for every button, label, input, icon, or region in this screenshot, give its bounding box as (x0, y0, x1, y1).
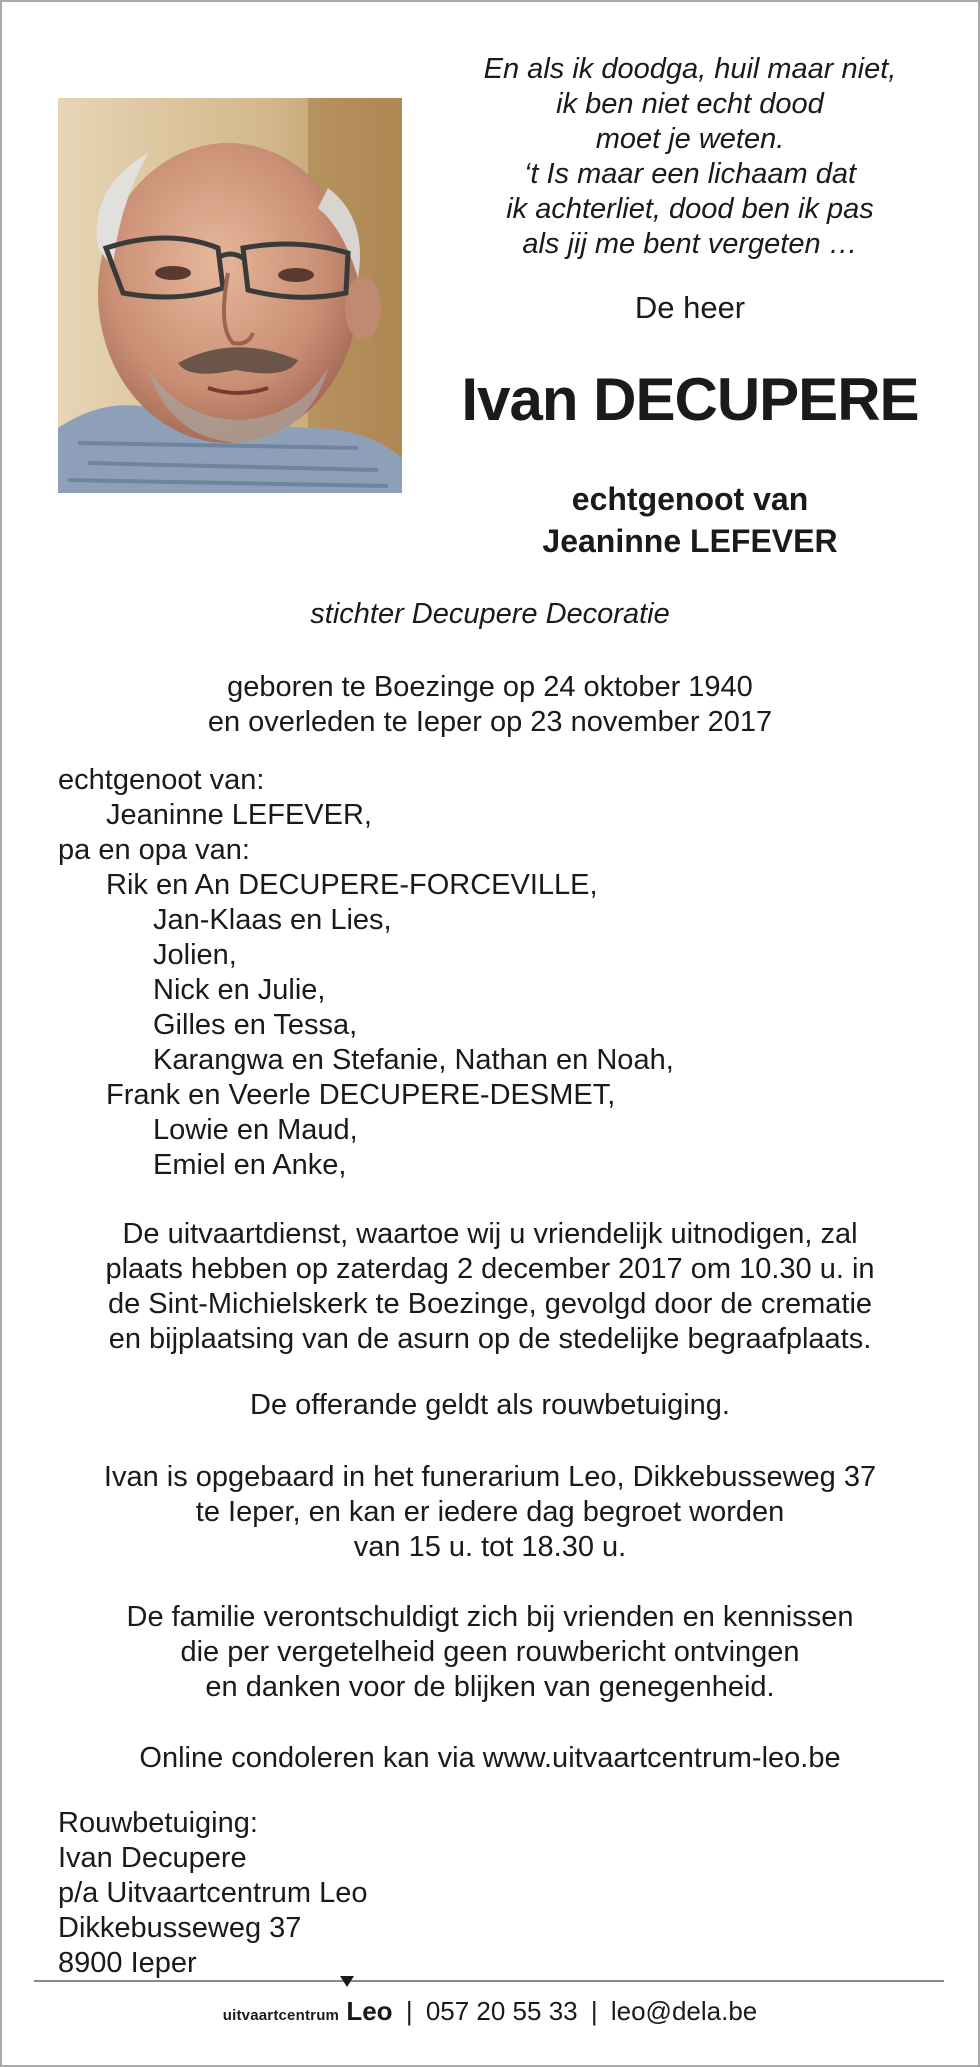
grandchild: Nick en Julie, (153, 974, 326, 1006)
spouse-block (430, 478, 950, 562)
service-line: plaats hebben op zaterdag 2 december 2017 om 10.30 u. in (105, 1253, 875, 1285)
poem-line: ik ben niet echt dood (556, 88, 824, 120)
spouse-name: Jeaninne LEFEVER (542, 523, 838, 559)
brand-logo (346, 1996, 392, 2026)
poem-line: En als ik doodga, huil maar niet, (483, 53, 897, 85)
address-line: p/a Uitvaartcentrum Leo (58, 1877, 368, 1909)
service-line: en bijplaatsing van de asurn op de stedelijke begraafplaats. (108, 1323, 872, 1355)
excuse-line: die per vergetelheid geen rouwbericht ontvingen (180, 1636, 800, 1668)
brand-label: uitvaartcentrum (222, 2007, 340, 2024)
family-heading: echtgenoot van: (58, 764, 265, 796)
poem-line: ik achterliet, dood ben ik pas (506, 193, 874, 225)
spouse-title: echtgenoot van (571, 481, 809, 517)
service-line: De uitvaartdienst, waartoe wij u vriendelijk uitnodigen, zal (122, 1218, 858, 1250)
footer-divider (34, 1980, 944, 1982)
wake-info (40, 1460, 940, 1565)
separator: | (405, 1996, 413, 2026)
family-member: Frank en Veerle DECUPERE-DESMET, (106, 1079, 616, 1111)
service-line: de Sint-Michielskerk te Boezinge, gevolgd door de crematie (107, 1288, 873, 1320)
grandchild: Jolien, (153, 939, 237, 971)
condolence-address (58, 1806, 367, 1981)
address-line: Ivan Decupere (58, 1842, 247, 1874)
poem-line: moet je weten. (595, 123, 785, 155)
email-address: leo@dela.be (610, 1996, 758, 2026)
salutation: De heer (634, 290, 746, 325)
grandchild: Emiel en Anke, (153, 1149, 347, 1181)
poem-line: als jij me bent vergeten … (522, 228, 858, 260)
portrait-photo (58, 98, 402, 493)
wake-line: Ivan is opgebaard in het funerarium Leo, Dikkebusseweg 37 (103, 1461, 877, 1493)
phone-number: 057 20 55 33 (425, 1996, 578, 2026)
poem-line: ‘t Is maar een lichaam dat (523, 158, 857, 190)
grandchild: Jan-Klaas en Lies, (153, 904, 392, 936)
family-member: Rik en An DECUPERE-FORCEVILLE, (106, 869, 598, 901)
online-condolence-line: Online condoleren kan via www.uitvaartcentrum-leo.be (139, 1742, 841, 1774)
poem (430, 52, 950, 262)
wake-line: te Ieper, en kan er iedere dag begroet worden (195, 1496, 785, 1528)
grandchild: Karangwa en Stefanie, Nathan en Noah, (153, 1044, 674, 1076)
excuse-line: De familie verontschuldigt zich bij vrienden en kennissen (126, 1601, 854, 1633)
founder-line: stichter Decupere Decoratie (310, 598, 670, 630)
died-line: en overleden te Ieper op 23 november 2017 (207, 706, 773, 738)
family-heading: pa en opa van: (58, 834, 250, 866)
grandchild: Lowie en Maud, (153, 1114, 358, 1146)
brand-name: Leo (346, 1996, 393, 2026)
life-dates (40, 670, 940, 740)
footer (0, 1994, 980, 2033)
service-info (40, 1217, 940, 1357)
family-list (58, 763, 918, 1183)
excuse-line: en danken voor de blijken van genegenheid. (205, 1671, 775, 1703)
separator: | (590, 1996, 598, 2026)
family-member: Jeaninne LEFEVER, (106, 799, 372, 831)
offering-line: De offerande geldt als rouwbetuiging. (250, 1389, 730, 1421)
logo-triangle-icon (340, 1976, 354, 1987)
born-line: geboren te Boezinge op 24 oktober 1940 (227, 671, 753, 703)
family-excuse (40, 1600, 940, 1705)
deceased-name: Ivan DECUPERE (461, 366, 919, 433)
address-line: 8900 Ieper (58, 1947, 197, 1979)
grandchild: Gilles en Tessa, (153, 1009, 358, 1041)
wake-line: van 15 u. tot 18.30 u. (353, 1531, 627, 1563)
address-line: Dikkebusseweg 37 (58, 1912, 302, 1944)
address-line: Rouwbetuiging: (58, 1807, 258, 1839)
